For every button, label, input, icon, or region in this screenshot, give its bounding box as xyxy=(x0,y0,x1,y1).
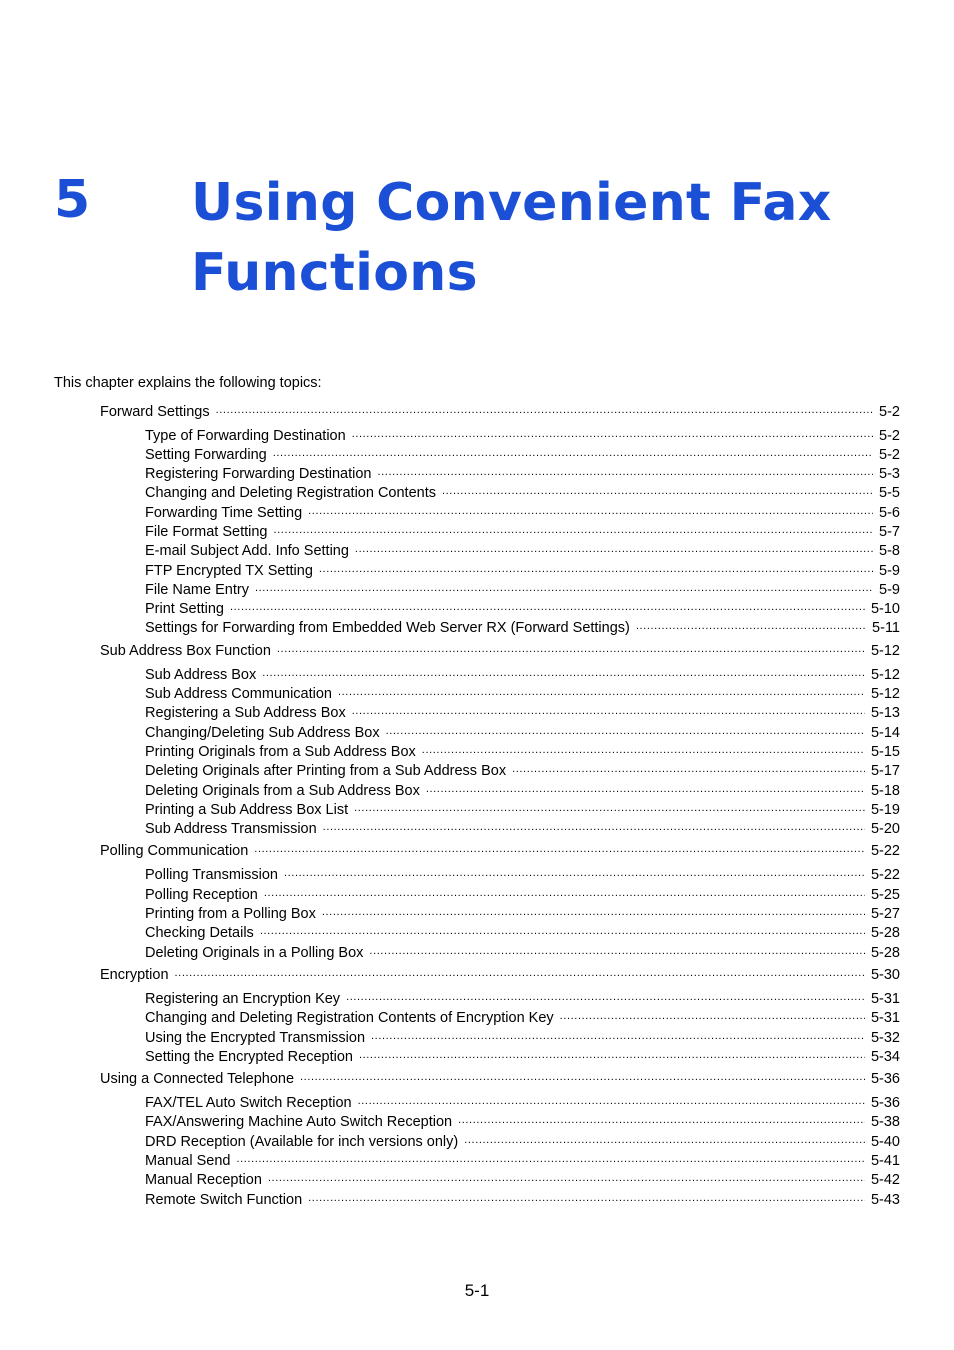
toc-section xyxy=(100,640,900,838)
toc-entry-label: Changing/Deleting Sub Address Box xyxy=(145,724,380,741)
toc-dot-leader xyxy=(175,964,865,979)
toc-entry-label: Deleting Originals after Printing from a Sub Address Box xyxy=(145,763,507,780)
chapter-number: 5 xyxy=(54,170,91,230)
page-number: 5-1 xyxy=(464,1281,490,1300)
toc-entry[interactable] xyxy=(100,599,900,618)
toc-entry-page: 5-36 xyxy=(870,1071,900,1088)
toc-entry-page: 5-18 xyxy=(870,782,900,799)
toc-entry[interactable] xyxy=(100,541,900,560)
toc-dot-leader xyxy=(352,425,873,440)
toc-entry-label: Setting Forwarding xyxy=(145,446,267,463)
toc-dot-leader xyxy=(442,483,873,498)
toc-entry-label: Deleting Originals in a Polling Box xyxy=(145,944,364,961)
toc-entry-label: FAX/Answering Machine Auto Switch Reception xyxy=(145,1114,453,1131)
toc-entry[interactable] xyxy=(100,483,900,502)
toc-entry[interactable] xyxy=(100,684,900,703)
toc-entry-label: Printing Originals from a Sub Address Box xyxy=(145,743,416,760)
toc-entry-page: 5-9 xyxy=(879,581,900,598)
toc-dot-leader xyxy=(464,1131,865,1146)
toc-entry-page: 5-11 xyxy=(872,620,900,637)
toc-entry[interactable] xyxy=(100,741,900,760)
toc-dot-leader xyxy=(308,502,873,517)
toc-entry-label: Registering a Sub Address Box xyxy=(145,705,346,722)
toc-entry[interactable] xyxy=(100,1093,900,1112)
toc-entry[interactable] xyxy=(100,904,900,923)
toc-dot-leader xyxy=(512,761,865,776)
toc-entry-label: Changing and Deleting Registration Contents xyxy=(145,485,436,502)
intro-text: This chapter explains the following topics: xyxy=(54,375,322,391)
toc-entry[interactable] xyxy=(100,664,900,683)
toc-entry-page: 5-14 xyxy=(870,724,900,741)
toc-entry[interactable] xyxy=(100,618,900,637)
toc-entry-label: Settings for Forwarding from Embedded Web Server RX (Forward Settings) xyxy=(145,620,630,637)
toc-entry-page: 5-12 xyxy=(870,666,900,683)
toc-entry[interactable] xyxy=(100,502,900,521)
toc-entry[interactable] xyxy=(100,1151,900,1170)
toc-entry-page: 5-2 xyxy=(879,446,900,463)
toc-entry-label: Manual Reception xyxy=(145,1172,262,1189)
toc-entry[interactable] xyxy=(100,464,900,483)
toc-entry-label: Printing from a Polling Box xyxy=(145,906,316,923)
toc-entry[interactable] xyxy=(100,444,900,463)
toc-dot-leader xyxy=(284,865,865,880)
toc-entry-label: Remote Switch Function xyxy=(145,1191,303,1208)
toc-section-entry[interactable] xyxy=(100,964,900,982)
toc-section-entry[interactable] xyxy=(100,640,900,658)
toc-dot-leader xyxy=(354,799,865,814)
toc-entry-page: 5-19 xyxy=(870,801,900,818)
toc-entry-page: 5-12 xyxy=(870,642,900,659)
chapter-title: Using Convenient Fax Functions xyxy=(191,173,832,303)
toc-entry-label: Sub Address Communication xyxy=(145,686,332,703)
toc-entry[interactable] xyxy=(100,884,900,903)
toc-dot-leader xyxy=(230,599,865,614)
toc-entry[interactable] xyxy=(100,942,900,961)
toc-entry-page: 5-20 xyxy=(870,821,900,838)
toc-dot-leader xyxy=(323,819,865,834)
toc-entry-page: 5-28 xyxy=(870,944,900,961)
toc-entry-label: Changing and Deleting Registration Contents of Encryption Key xyxy=(145,1010,554,1027)
toc-dot-leader xyxy=(236,1151,865,1166)
toc-entry-page: 5-2 xyxy=(879,403,900,420)
toc-entry-label: Forwarding Time Setting xyxy=(145,504,303,521)
toc-entry[interactable] xyxy=(100,1131,900,1150)
toc-entry[interactable] xyxy=(100,425,900,444)
toc-entry-page: 5-40 xyxy=(870,1133,900,1150)
toc-entry[interactable] xyxy=(100,988,900,1007)
toc-entry-label: Using the Encrypted Transmission xyxy=(145,1029,366,1046)
toc-section-entry[interactable] xyxy=(100,401,900,419)
toc-entry-label: Encryption xyxy=(100,966,169,983)
toc-entry-label: Forward Settings xyxy=(100,403,210,420)
toc-dot-leader xyxy=(371,1027,865,1042)
toc-entry[interactable] xyxy=(100,579,900,598)
toc-entry[interactable] xyxy=(100,1170,900,1189)
toc-entry-label: Polling Transmission xyxy=(145,867,278,884)
toc-dot-leader xyxy=(300,1069,865,1084)
toc-dot-leader xyxy=(377,464,873,479)
toc-section xyxy=(100,841,900,961)
toc-section xyxy=(100,401,900,637)
toc-entry[interactable] xyxy=(100,1027,900,1046)
toc-dot-leader xyxy=(262,664,865,679)
toc-entry-label: Print Setting xyxy=(145,601,224,618)
toc-entry-page: 5-5 xyxy=(879,485,900,502)
table-of-contents xyxy=(100,401,900,1208)
toc-entry-page: 5-6 xyxy=(879,504,900,521)
toc-entry-label: Type of Forwarding Destination xyxy=(145,427,346,444)
toc-entry[interactable] xyxy=(100,521,900,540)
toc-dot-leader xyxy=(255,579,873,594)
toc-entry-label: Checking Details xyxy=(145,925,254,942)
toc-entry-label: Polling Reception xyxy=(145,886,258,903)
toc-entry[interactable] xyxy=(100,722,900,741)
toc-entry-label: Registering an Encryption Key xyxy=(145,990,341,1007)
toc-dot-leader xyxy=(338,684,865,699)
toc-dot-leader xyxy=(359,1046,865,1061)
toc-dot-leader xyxy=(308,1189,865,1204)
toc-entry[interactable] xyxy=(100,1008,900,1027)
toc-dot-leader xyxy=(254,841,865,856)
toc-dot-leader xyxy=(369,942,865,957)
toc-entry[interactable] xyxy=(100,1112,900,1131)
toc-entry-label: Setting the Encrypted Reception xyxy=(145,1048,353,1065)
toc-dot-leader xyxy=(426,780,865,795)
toc-entry[interactable] xyxy=(100,923,900,942)
toc-dot-leader xyxy=(358,1093,865,1108)
toc-entry[interactable] xyxy=(100,819,900,838)
toc-entry-page: 5-15 xyxy=(870,743,900,760)
toc-dot-leader xyxy=(386,722,865,737)
toc-entry-page: 5-27 xyxy=(870,906,900,923)
toc-entry[interactable] xyxy=(100,1189,900,1208)
toc-dot-leader xyxy=(560,1008,865,1023)
toc-section-entry[interactable] xyxy=(100,1069,900,1087)
toc-dot-leader xyxy=(216,401,873,416)
toc-entry-label: Sub Address Box Function xyxy=(100,642,271,659)
toc-entry[interactable] xyxy=(100,780,900,799)
toc-entry-label: Manual Send xyxy=(145,1153,231,1169)
toc-entry-label: File Name Entry xyxy=(145,581,249,598)
toc-entry-page: 5-22 xyxy=(870,843,900,860)
toc-dot-leader xyxy=(274,521,874,536)
toc-entry-page: 5-7 xyxy=(879,523,900,540)
toc-entry-label: File Format Setting xyxy=(145,523,268,540)
toc-dot-leader xyxy=(277,640,865,655)
toc-dot-leader xyxy=(322,904,865,919)
toc-entry-page: 5-32 xyxy=(870,1029,900,1046)
toc-entry-page: 5-10 xyxy=(870,601,900,618)
toc-entry-page: 5-36 xyxy=(870,1095,900,1112)
toc-entry-page: 5-25 xyxy=(870,886,900,903)
toc-entry-page: 5-42 xyxy=(870,1172,900,1189)
toc-dot-leader xyxy=(458,1112,865,1127)
toc-entry-page: 5-9 xyxy=(879,562,900,579)
toc-dot-leader xyxy=(352,703,865,718)
toc-entry-label: Deleting Originals from a Sub Address Box xyxy=(145,782,420,799)
toc-dot-leader xyxy=(268,1170,865,1185)
toc-dot-leader xyxy=(319,560,873,575)
toc-entry[interactable] xyxy=(100,1046,900,1065)
toc-entry-label: Registering Forwarding Destination xyxy=(145,466,372,483)
toc-entry[interactable] xyxy=(100,799,900,818)
toc-entry-page: 5-22 xyxy=(870,867,900,884)
toc-entry-page: 5-31 xyxy=(870,1010,900,1027)
toc-entry[interactable] xyxy=(100,560,900,579)
toc-dot-leader xyxy=(260,923,865,938)
toc-entry-page: 5-38 xyxy=(870,1114,900,1131)
toc-entry[interactable] xyxy=(100,761,900,780)
toc-entry-page: 5-34 xyxy=(870,1048,900,1065)
toc-dot-leader xyxy=(422,741,865,756)
toc-entry-label: Polling Communication xyxy=(100,843,249,860)
toc-entry-page: 5-30 xyxy=(870,966,900,983)
toc-entry-page: 5-28 xyxy=(870,925,900,942)
toc-section xyxy=(100,964,900,1065)
toc-entry-label: E-mail Subject Add. Info Setting xyxy=(145,543,349,560)
toc-entry-page: 5-8 xyxy=(879,543,900,560)
toc-dot-leader xyxy=(346,988,865,1003)
toc-entry-page: 5-2 xyxy=(879,427,900,444)
toc-entry-label: Printing a Sub Address Box List xyxy=(145,801,349,818)
toc-entry-page: 5-3 xyxy=(879,466,900,483)
toc-dot-leader xyxy=(273,444,873,459)
toc-entry-label: FAX/TEL Auto Switch Reception xyxy=(145,1095,352,1112)
toc-entry-page: 5-17 xyxy=(870,763,900,780)
toc-section-entry[interactable] xyxy=(100,841,900,859)
toc-entry-page: 5-12 xyxy=(870,686,900,703)
toc-entry-label: FTP Encrypted TX Setting xyxy=(145,562,313,579)
toc-entry-page: 5-13 xyxy=(870,705,900,722)
toc-entry-page: 5-43 xyxy=(870,1191,900,1208)
toc-dot-leader xyxy=(264,884,865,899)
toc-entry-label: Using a Connected Telephone xyxy=(100,1071,295,1088)
toc-entry[interactable] xyxy=(100,865,900,884)
toc-dot-leader xyxy=(636,618,866,633)
toc-entry-page: 5-41 xyxy=(870,1153,900,1169)
toc-dot-leader xyxy=(355,541,873,556)
toc-entry-label: DRD Reception (Available for inch versions only) xyxy=(145,1133,459,1150)
toc-entry[interactable] xyxy=(100,703,900,722)
toc-entry-label: Sub Address Transmission xyxy=(145,821,317,838)
toc-entry-label: Sub Address Box xyxy=(145,666,257,683)
toc-section xyxy=(100,1069,900,1209)
toc-entry-page: 5-31 xyxy=(870,990,900,1007)
